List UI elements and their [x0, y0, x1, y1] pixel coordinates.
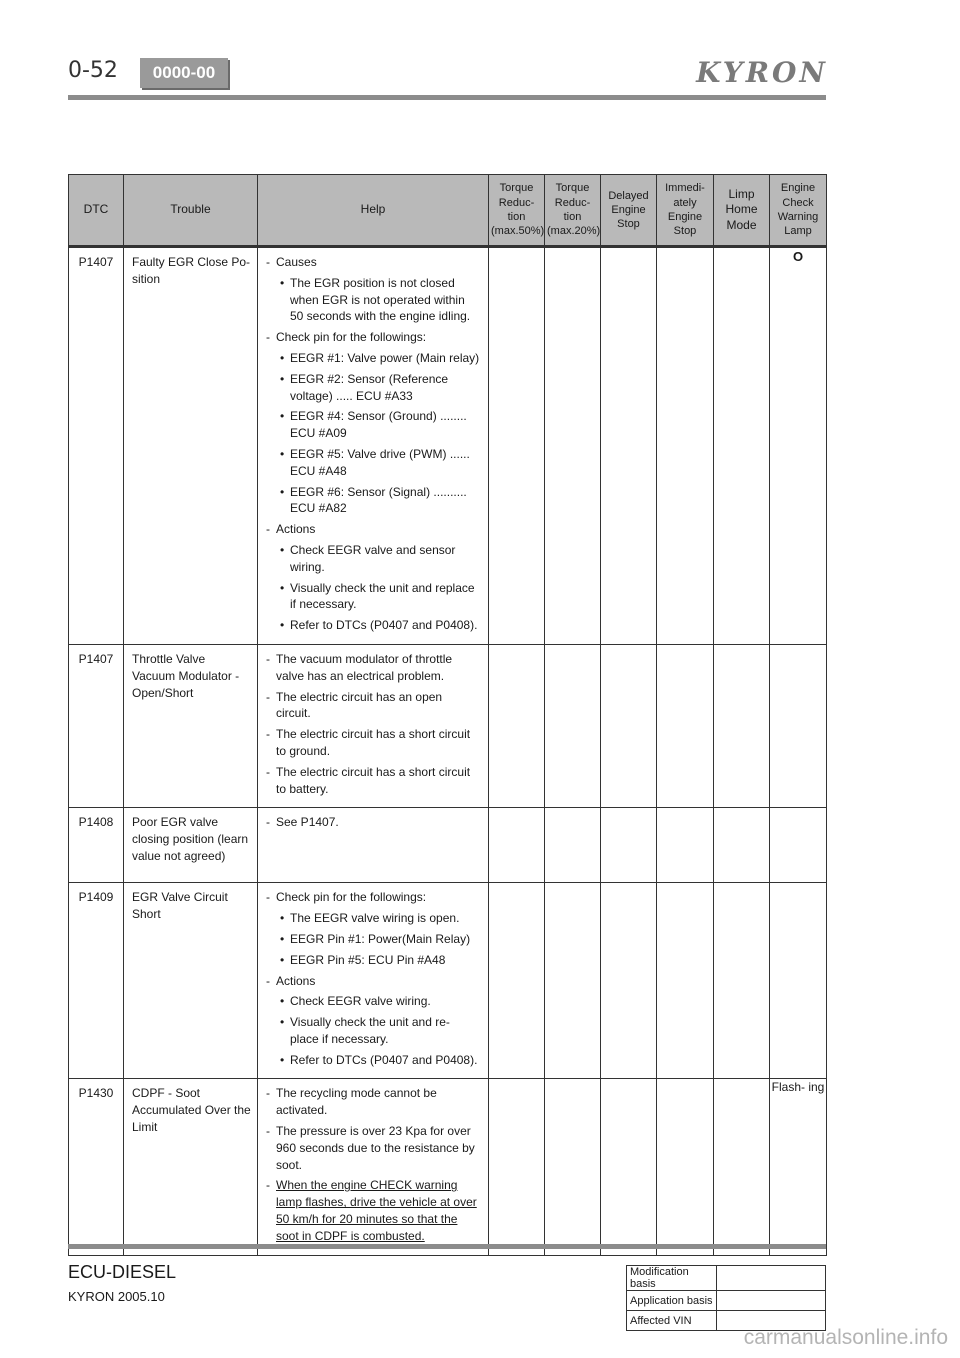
flag-cell: [601, 644, 657, 807]
help-text: - Causes • The EGR position is not closed when EGR is not operated within 50 seconds with the engine idling. - Check pin for the followings: • EEGR #1: Valve power (Main relay) • EEGR #2: Sensor (Reference voltage) ..... ECU #A33 • EEGR #4: Sensor (Ground) ........ ECU #A09 • EEGR #5: Valve drive (PWM) ...... ECU #A48 • EEGR #6: Sensor (Signal) .......... ECU #A82 - Actions • Check EEGR valve and sensor wiring. • Visually check the unit and replace if necessary. • Refer to DTCs (P0407 and P0408).: [258, 247, 489, 645]
flag-cell: [657, 644, 714, 807]
table-row: [69, 644, 827, 807]
col-trouble: Trouble: [124, 175, 258, 247]
dtc-code: P1430: [69, 1079, 124, 1255]
flag-cell: [545, 808, 601, 883]
flag-cell: [714, 808, 770, 883]
brand-logo: KYRON: [696, 56, 828, 89]
modification-label: Application basis: [627, 1291, 717, 1311]
help-text: - The recycling mode cannot be activated. - The pressure is over 23 Kpa for over 960 seconds due to the resistance by soot. - When the engine CHECK warning lamp flashes, drive the vehicle at over 50 km/h for 20 minutes so that the soot in CDPF is combusted.: [258, 1079, 489, 1255]
section-code-badge: 0000-00: [140, 58, 228, 88]
lamp-flashing-text: Flash- ing: [771, 1080, 825, 1095]
flag-cell: [601, 883, 657, 1079]
modification-row: [627, 1266, 826, 1291]
col-dtc: DTC: [69, 175, 124, 247]
flag-cell: [601, 247, 657, 645]
help-text: - See P1407.: [258, 808, 489, 883]
table-row: [69, 1079, 827, 1255]
col-torque-20: Torque Reduc- tion (max.20%): [545, 175, 601, 247]
dtc-code: P1408: [69, 808, 124, 883]
flag-cell: [714, 247, 770, 645]
table-row: [69, 808, 827, 883]
flag-cell: [657, 1079, 714, 1255]
modification-label: Affected VIN: [627, 1311, 717, 1331]
col-delayed-stop: Delayed Engine Stop: [601, 175, 657, 247]
page-number: 0-52: [68, 58, 118, 83]
bottom-divider: [68, 1244, 826, 1249]
check-lamp-cell: [770, 1079, 827, 1255]
col-immediate-stop: Immedi- ately Engine Stop: [657, 175, 714, 247]
flag-cell: [545, 1079, 601, 1255]
check-lamp-cell: [770, 883, 827, 1079]
flag-cell: [657, 808, 714, 883]
flag-cell: [545, 247, 601, 645]
flag-cell: [714, 644, 770, 807]
flag-cell: [489, 247, 545, 645]
modification-table: [626, 1265, 826, 1331]
footer-subtitle: KYRON 2005.10: [68, 1289, 165, 1304]
check-lamp-cell: [770, 247, 827, 645]
dtc-table: [68, 174, 827, 1256]
table-header-row: [69, 175, 827, 247]
modification-value: [717, 1291, 826, 1311]
modification-label: Modification basis: [627, 1266, 717, 1291]
check-lamp-cell: [770, 808, 827, 883]
col-torque-50: Torque Reduc- tion (max.50%): [489, 175, 545, 247]
check-lamp-cell: [770, 644, 827, 807]
trouble-text: EGR Valve Circuit Short: [124, 883, 258, 1079]
flag-cell: [657, 883, 714, 1079]
top-divider: [68, 95, 826, 100]
flag-cell: [489, 883, 545, 1079]
help-text: - Check pin for the followings: • The EEGR valve wiring is open. • EEGR Pin #1: Power(Main Relay) • EEGR Pin #5: ECU Pin #A48 - Actions • Check EEGR valve wiring. • Visually check the unit and re- place if necessary. • Refer to DTCs (P0407 and P0408).: [258, 883, 489, 1079]
col-check-lamp: Engine Check Warning Lamp: [770, 175, 827, 247]
flag-cell: [601, 808, 657, 883]
dtc-code: P1407: [69, 247, 124, 645]
dtc-code: P1409: [69, 883, 124, 1079]
help-text: - The vacuum modulator of throttle valve has an electrical problem. - The electric circuit has an open circuit. - The electric circuit has a short circuit to ground. - The electric circuit has a short circuit to battery.: [258, 644, 489, 807]
footer-title: ECU-DIESEL: [68, 1262, 177, 1282]
modification-value: [717, 1266, 826, 1291]
table-row: [69, 883, 827, 1079]
lamp-mark: O: [792, 249, 804, 264]
table-row: [69, 247, 827, 645]
flag-cell: [601, 1079, 657, 1255]
col-limp-home: Limp Home Mode: [714, 175, 770, 247]
flag-cell: [489, 644, 545, 807]
trouble-text: Throttle Valve Vacuum Modulator - Open/Short: [124, 644, 258, 807]
trouble-text: Faulty EGR Close Po- sition: [124, 247, 258, 645]
modification-row: [627, 1291, 826, 1311]
watermark: carmanualsonline.info: [743, 1326, 948, 1349]
dtc-code: P1407: [69, 644, 124, 807]
flag-cell: [657, 247, 714, 645]
trouble-text: Poor EGR valve closing position (learn value not agreed): [124, 808, 258, 883]
trouble-text: CDPF - Soot Accumulated Over the Limit: [124, 1079, 258, 1255]
flag-cell: [714, 883, 770, 1079]
flag-cell: [714, 1079, 770, 1255]
flag-cell: [545, 644, 601, 807]
flag-cell: [489, 808, 545, 883]
flag-cell: [489, 1079, 545, 1255]
flag-cell: [545, 883, 601, 1079]
col-help: Help: [258, 175, 489, 247]
